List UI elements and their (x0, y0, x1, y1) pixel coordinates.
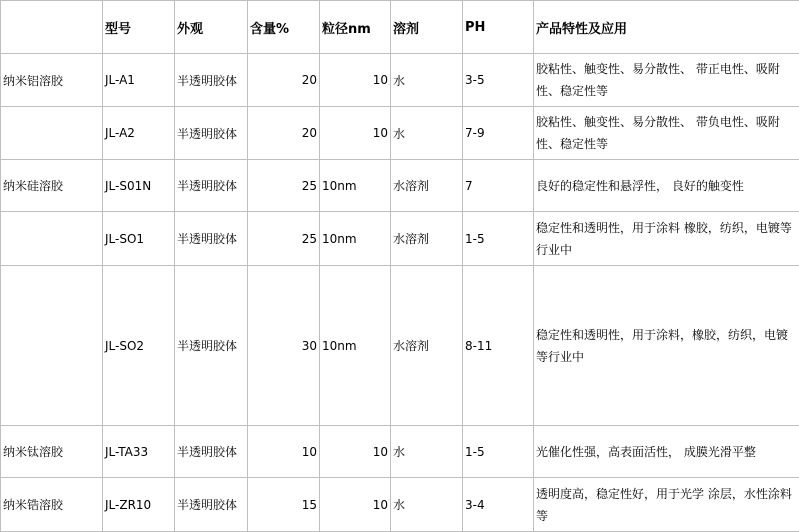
cell-ph: 3-4 (463, 478, 534, 532)
cell-model: JL-SO2 (103, 266, 175, 426)
cell-ph: 8-11 (463, 266, 534, 426)
cell-solvent: 水 (391, 54, 463, 107)
cell-content: 20 (248, 107, 320, 160)
cell-content: 25 (248, 160, 320, 212)
header-ph: PH (463, 1, 534, 54)
cell-category: 纳米硅溶胶 (1, 160, 103, 212)
header-description: 产品特性及应用 (534, 1, 799, 54)
table-row (1, 212, 799, 266)
cell-appearance: 半透明胶体 (175, 478, 248, 532)
cell-model: JL-A1 (103, 54, 175, 107)
cell-content: 25 (248, 212, 320, 266)
header-appearance: 外观 (175, 1, 248, 54)
cell-solvent: 水 (391, 426, 463, 478)
cell-model: JL-S01N (103, 160, 175, 212)
cell-particle-size: 10 (320, 54, 391, 107)
cell-description: 胶粘性、触变性、易分散性、 带正电性、吸附性、稳定性等 (534, 54, 799, 107)
header-solvent: 溶剂 (391, 1, 463, 54)
header-particle-size: 粒径nm (320, 1, 391, 54)
cell-appearance: 半透明胶体 (175, 266, 248, 426)
cell-category (1, 107, 103, 160)
cell-particle-size: 10nm (320, 160, 391, 212)
cell-appearance: 半透明胶体 (175, 107, 248, 160)
cell-content: 15 (248, 478, 320, 532)
cell-content: 20 (248, 54, 320, 107)
cell-description: 光催化性强，高表面活性， 成膜光滑平整 (534, 426, 799, 478)
cell-particle-size: 10nm (320, 266, 391, 426)
cell-appearance: 半透明胶体 (175, 426, 248, 478)
cell-category: 纳米铝溶胶 (1, 54, 103, 107)
cell-ph: 7 (463, 160, 534, 212)
cell-description: 稳定性和透明性，用于涂料 橡胶，纺织，电镀等行业中 (534, 212, 799, 266)
cell-particle-size: 10nm (320, 212, 391, 266)
cell-solvent: 水 (391, 107, 463, 160)
cell-ph: 1-5 (463, 426, 534, 478)
cell-category (1, 212, 103, 266)
cell-ph: 3-5 (463, 54, 534, 107)
cell-model: JL-A2 (103, 107, 175, 160)
cell-category: 纳米锆溶胶 (1, 478, 103, 532)
cell-category (1, 266, 103, 426)
cell-solvent: 水溶剂 (391, 212, 463, 266)
cell-appearance: 半透明胶体 (175, 54, 248, 107)
cell-particle-size: 10 (320, 107, 391, 160)
cell-model: JL-TA33 (103, 426, 175, 478)
cell-content: 30 (248, 266, 320, 426)
cell-model: JL-SO1 (103, 212, 175, 266)
cell-particle-size: 10 (320, 426, 391, 478)
table-row (1, 478, 799, 532)
cell-appearance: 半透明胶体 (175, 212, 248, 266)
header-category (1, 1, 103, 54)
cell-model: JL-ZR10 (103, 478, 175, 532)
table-row (1, 54, 799, 107)
table-row (1, 160, 799, 212)
cell-solvent: 水 (391, 478, 463, 532)
header-content: 含量% (248, 1, 320, 54)
cell-description: 胶粘性、触变性、易分散性、 带负电性、吸附性、稳定性等 (534, 107, 799, 160)
cell-category: 纳米钛溶胶 (1, 426, 103, 478)
cell-ph: 1-5 (463, 212, 534, 266)
table-row (1, 107, 799, 160)
cell-description: 良好的稳定性和悬浮性， 良好的触变性 (534, 160, 799, 212)
table-row (1, 426, 799, 478)
cell-ph: 7-9 (463, 107, 534, 160)
cell-description: 稳定性和透明性，用于涂料，橡胶，纺织，电镀等行业中 (534, 266, 799, 426)
header-row (1, 1, 799, 54)
table-row (1, 266, 799, 426)
cell-content: 10 (248, 426, 320, 478)
cell-appearance: 半透明胶体 (175, 160, 248, 212)
header-model: 型号 (103, 1, 175, 54)
cell-solvent: 水溶剂 (391, 160, 463, 212)
cell-particle-size: 10 (320, 478, 391, 532)
cell-solvent: 水溶剂 (391, 266, 463, 426)
cell-description: 透明度高，稳定性好，用于光学 涂层，水性涂料等 (534, 478, 799, 532)
